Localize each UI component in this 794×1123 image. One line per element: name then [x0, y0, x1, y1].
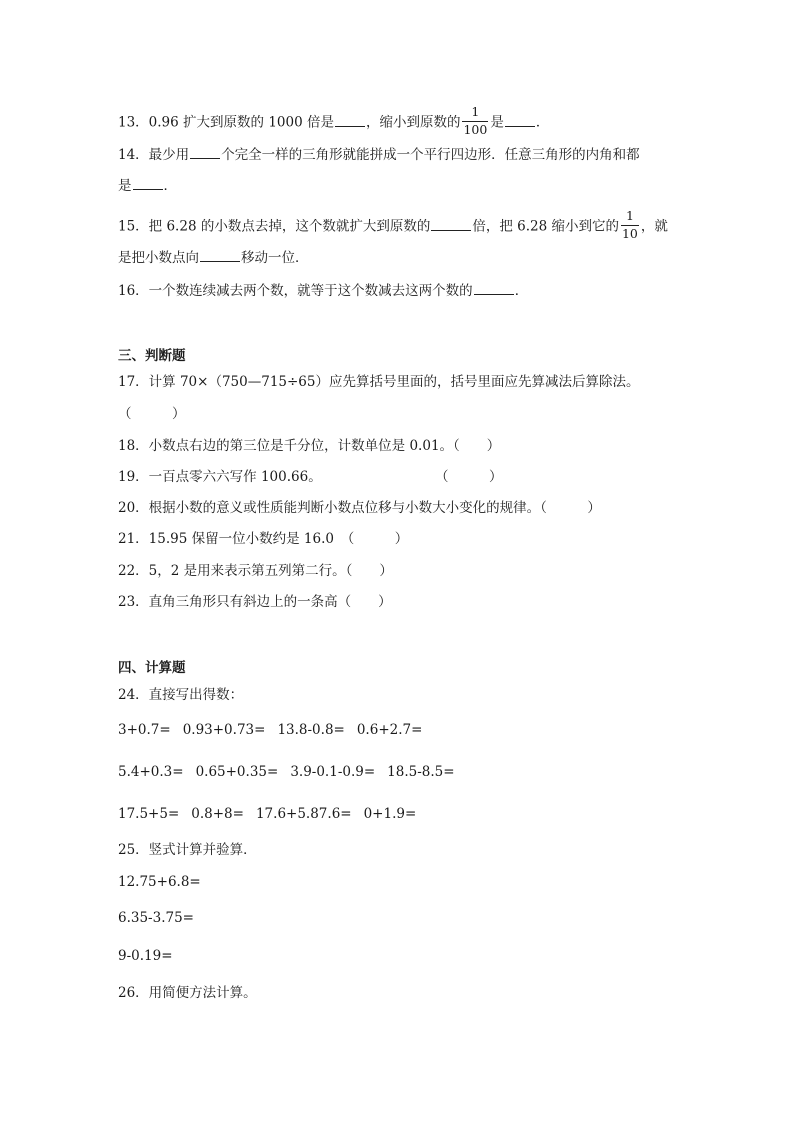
q16-text-b: ． [514, 283, 529, 299]
question-16 [118, 280, 528, 300]
q14-text-d: ． [163, 178, 177, 194]
q13-frac-num: 1 [471, 104, 480, 119]
question-18: 18．小数点右边的第三位是千分位，计数单位是 0.01。（ ） [118, 438, 501, 454]
section-4-title: 四、计算题 [118, 660, 186, 676]
q13-blank-1[interactable] [335, 112, 365, 127]
calc-item: 5.4+0.3= [118, 764, 184, 780]
q14-blank-1[interactable] [190, 144, 220, 159]
question-19-answer-paren[interactable]: （ ） [435, 469, 503, 485]
q13-text-a: 13．0.96 扩大到原数的 1000 倍是 [118, 114, 334, 131]
column-calc-3: 9-0.19= [118, 948, 173, 964]
q15-blank-2[interactable] [200, 247, 240, 262]
question-25: 25．竖式计算并验算． [118, 842, 257, 858]
q15-frac-den: 10 [621, 225, 638, 241]
calc-item: 13.8-0.8= [277, 722, 345, 738]
q15-fraction [621, 210, 639, 240]
question-17: 17．计算 70×（750—715÷65）应先算括号里面的，括号里面应先算减法后算除法。 [118, 374, 640, 390]
calc-row-3 [118, 804, 416, 824]
calc-item: 0.8+8= [191, 806, 244, 822]
calc-row-1 [118, 720, 422, 740]
q19-text: 19．一百点零六六写作 100.66。 [118, 469, 322, 485]
question-17-answer-paren[interactable]: （ ） [118, 406, 186, 422]
question-20: 20．根据小数的意义或性质能判断小数点位移与小数大小变化的规律。（ ） [118, 500, 601, 516]
q15-text-d: 是把小数点向 [118, 250, 199, 266]
q15-blank-1[interactable] [431, 216, 471, 231]
question-23: 23．直角三角形只有斜边上的一条高（ ） [118, 594, 392, 610]
q13-text-c: 是 [490, 114, 504, 131]
q15-text-b: 倍，把 6.28 缩小到它的 [472, 218, 619, 235]
calc-row-2 [118, 762, 455, 782]
q14-blank-2[interactable] [133, 175, 163, 190]
q15-text-e: 移动一位． [241, 250, 309, 266]
q14-text-a: 14．最少用 [118, 147, 190, 163]
calc-item: 3.9-0.1-0.9= [290, 764, 376, 780]
section-3-title: 三、判断题 [118, 348, 186, 364]
question-21: 21．15.95 保留一位小数约是 16.0 （ ） [118, 531, 409, 547]
q16-blank-1[interactable] [474, 280, 514, 295]
calc-item: 0.93+0.73= [182, 722, 266, 738]
calc-item: 0.65+0.35= [195, 764, 279, 780]
calc-item: 0.6+2.7= [356, 722, 423, 738]
question-13 [118, 104, 550, 137]
q13-fraction [462, 106, 488, 136]
q14-text-b: 个完全一样的三角形就能拼成一个平行四边形．任意三角形的内角和都 [221, 147, 640, 163]
question-14-cont [118, 175, 177, 195]
q15-text-c: ，就 [640, 218, 668, 235]
question-26: 26．用简便方法计算。 [118, 985, 257, 1001]
question-19 [118, 467, 322, 487]
column-calc-1: 12.75+6.8= [118, 874, 201, 890]
q13-text-b: ，缩小到原数的 [365, 114, 461, 131]
column-calc-2: 6.35-3.75= [118, 910, 194, 926]
calc-item: 3+0.7= [118, 722, 171, 738]
q15-frac-num: 1 [625, 208, 634, 223]
calc-item: 17.5+5= [118, 806, 180, 822]
calc-item: 17.6+5.87.6= [255, 806, 352, 822]
question-24: 24．直接写出得数： [118, 687, 244, 703]
question-14 [118, 144, 640, 164]
q15-text-a: 15．把 6.28 的小数点去掉，这个数就扩大到原数的 [118, 218, 431, 235]
q16-text-a: 16．一个数连续减去两个数，就等于这个数减去这两个数的 [118, 283, 473, 299]
calc-item: 18.5-8.5= [387, 764, 455, 780]
question-15-cont [118, 247, 309, 267]
q13-text-d: ． [535, 114, 550, 131]
q14-text-c: 是 [118, 178, 132, 194]
q13-frac-den: 100 [463, 121, 488, 137]
question-15 [118, 208, 668, 241]
q13-blank-2[interactable] [505, 112, 535, 127]
question-22: 22．5，2 是用来表示第五列第二行。（ ） [118, 563, 393, 579]
calc-item: 0+1.9= [363, 806, 417, 822]
